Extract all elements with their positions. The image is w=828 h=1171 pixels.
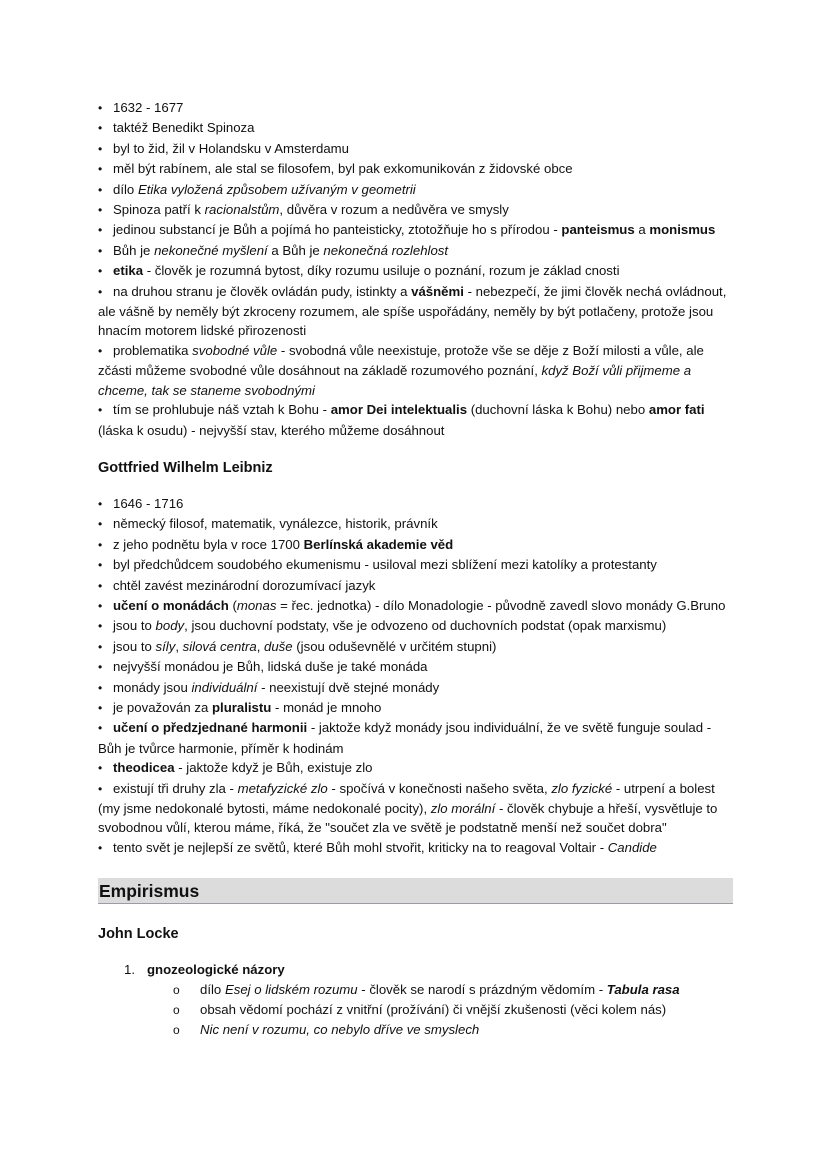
text-run: amor Dei intelektualis — [330, 402, 468, 418]
bullet-icon: • — [98, 517, 103, 532]
spinoza-list-item — [98, 241, 733, 261]
text-run: byl předchůdcem soudobého ekumenismu - usiloval mezi sblížení mezi katolíky a protestanty — [113, 557, 657, 573]
list-number: 1. — [124, 962, 135, 978]
text-run: jsou to — [113, 618, 156, 634]
text-run: učení o monádách — [113, 597, 229, 613]
text-run: - člověk chybuje a hřeší, vysvětluje to svobodnou vůlí, kterou máme, říká, že "součet zla ve světě je podstatně menší než součet dobra" — [98, 801, 718, 836]
text-run: monismus — [649, 222, 716, 238]
bullet-icon: • — [98, 680, 103, 695]
bullet-icon: • — [98, 558, 103, 573]
bullet-icon: • — [98, 700, 103, 715]
bullet-icon: • — [98, 243, 103, 258]
spinoza-list-item — [98, 261, 733, 281]
spinoza-list-item — [98, 341, 733, 400]
text-run: chtěl zavést mezinárodní dorozumívací jazyk — [113, 577, 376, 593]
text-run: etika — [113, 263, 144, 279]
leibniz-list-item — [98, 657, 733, 677]
leibniz-list-item — [98, 596, 733, 616]
text-run: - neexistují dvě stejné monády — [257, 679, 440, 695]
leibniz-list-item — [98, 779, 733, 838]
text-run: - spočívá v konečnosti našeho světa, — [327, 780, 552, 796]
text-run: silová centra — [182, 638, 257, 654]
leibniz-bullet-list — [98, 494, 733, 858]
text-run: theodicea — [113, 760, 175, 776]
leibniz-heading: Gottfried Wilhelm Leibniz — [98, 459, 273, 476]
bullet-icon: • — [98, 578, 103, 593]
text-run: - monád je mnoho — [271, 699, 382, 715]
locke-numbered-list — [98, 960, 733, 1041]
text-run: z jeho podnětu byla v roce 1700 — [113, 536, 304, 552]
bullet-icon: • — [98, 182, 103, 197]
text-run: jedinou substancí je Bůh a pojímá ho panteisticky, ztotožňuje ho s přírodou - — [113, 222, 562, 238]
leibniz-list-item — [98, 616, 733, 636]
text-run: problematika — [113, 342, 193, 358]
text-run: na druhou stranu je člověk ovládán pudy, istinkty a — [113, 283, 412, 299]
sub-list-item — [173, 1020, 733, 1040]
text-run: (duchovní láska k Bohu) nebo — [467, 402, 649, 418]
spinoza-list-item — [98, 400, 733, 440]
section-heading-empirismus: Empirismus — [98, 878, 733, 904]
text-run: Etika vyložená způsobem užívaným v geometrii — [137, 181, 416, 197]
text-run: , — [175, 638, 183, 654]
bullet-icon: • — [98, 721, 103, 736]
leibniz-list-item — [98, 494, 733, 514]
text-run: tento svět je nejlepší ze světů, které Bůh mohl stvořit, kriticky na to reagoval Voltair - — [113, 839, 608, 855]
text-run: a Bůh je — [267, 242, 324, 258]
text-run: Tabula rasa — [606, 981, 680, 997]
text-run: = řec. jednotka) - dílo Monadologie - původně zavedl slovo monády G.Bruno — [276, 597, 726, 613]
bullet-icon: • — [98, 537, 103, 552]
leibniz-list-item — [98, 637, 733, 657]
leibniz-list-item — [98, 838, 733, 858]
bullet-icon: • — [98, 761, 103, 776]
leibniz-list-item — [98, 718, 733, 758]
spinoza-list-item — [98, 139, 733, 159]
text-run: - člověk je rozumná bytost, díky rozumu usiluje o poznání, rozum je základ cnosti — [143, 263, 620, 279]
text-run: nekonečné myšlení — [154, 242, 268, 258]
text-run: obsah vědomí pochází z vnitřní (prožívání) či vnější zkušenosti (věci kolem nás) — [200, 1002, 667, 1018]
text-run: německý filosof, matematik, vynálezce, historik, právník — [113, 516, 438, 532]
text-run: panteismus — [561, 222, 635, 238]
text-run: 1646 - 1716 — [113, 495, 184, 511]
text-run: metafyzické zlo — [237, 780, 328, 796]
text-run: duše — [264, 638, 293, 654]
circle-bullet-icon: o — [173, 1023, 180, 1038]
bullet-icon: • — [98, 639, 103, 654]
bullet-icon: • — [98, 403, 103, 418]
text-run: - utrpení a bolest (my jsme nedokonalé bytosti, máme nedokonalé pocity), — [98, 780, 715, 816]
bullet-icon: • — [98, 141, 103, 156]
text-run: 1632 - 1677 — [113, 100, 184, 115]
bullet-icon: • — [98, 223, 103, 238]
spinoza-list-item — [98, 98, 733, 118]
locke-heading: John Locke — [98, 926, 179, 943]
bullet-icon: • — [98, 162, 103, 177]
text-run: monas — [236, 597, 277, 613]
leibniz-list-item — [98, 535, 733, 555]
text-run: zlo morální — [430, 801, 496, 816]
text-run: zlo fyzické — [551, 780, 613, 796]
text-run: dílo — [113, 181, 138, 197]
text-run: síly — [155, 638, 176, 654]
spinoza-list-item — [98, 118, 733, 138]
text-run: racionalstům — [204, 202, 280, 218]
leibniz-list-item — [98, 514, 733, 534]
bullet-icon: • — [98, 598, 103, 613]
text-run: učení o předzjednané harmonii — [113, 720, 308, 736]
text-run: (láska k osudu) - nejvyšší stav, kterého můžeme dosáhnout — [98, 422, 445, 438]
leibniz-list-item — [98, 698, 733, 718]
text-run: existují tři druhy zla - — [113, 780, 238, 796]
text-run: Esej o lidském rozumu — [224, 981, 358, 997]
leibniz-list-item — [98, 758, 733, 778]
text-run: tím se prohlubuje náš vztah k Bohu - — [113, 402, 331, 418]
leibniz-list-item — [98, 576, 733, 596]
circle-bullet-icon: o — [173, 982, 180, 997]
text-run: nejvyšší monádou je Bůh, lidská duše je také monáda — [113, 659, 428, 675]
text-run: body — [155, 618, 185, 634]
text-run: pluralistu — [211, 699, 272, 715]
text-run: individuální — [191, 679, 258, 695]
bullet-icon: • — [98, 264, 103, 279]
text-run: Berlínská akademie věd — [303, 536, 454, 552]
text-run: dílo — [200, 981, 225, 997]
text-run: je považován za — [113, 699, 212, 715]
spinoza-list-item — [98, 220, 733, 240]
text-run: a — [634, 222, 650, 238]
bullet-icon: • — [98, 343, 103, 358]
bullet-icon: • — [98, 121, 103, 136]
text-run: Bůh je — [113, 242, 155, 258]
text-run: (jsou oduševnělé v určitém stupni) — [292, 638, 497, 654]
sub-list-item — [173, 980, 733, 1000]
spinoza-list-item — [98, 159, 733, 179]
leibniz-list-item — [98, 678, 733, 698]
spinoza-list-item — [98, 180, 733, 200]
circle-bullet-icon: o — [173, 1003, 180, 1018]
text-run: - nebezpečí, že jimi člověk nechá ovládnout, ale vášně by neměly být zkroceny rozumem, ale spíše uspořádány, neměly by být potlačeny, protože jsou hnacím motorem lidské přirozenosti — [98, 283, 727, 339]
text-run: nekonečná rozlehlost — [323, 242, 449, 258]
bullet-icon: • — [98, 496, 103, 511]
text-run: byl to žid, žil v Holandsku v Amsterdamu — [113, 140, 350, 156]
sub-list-item — [173, 1000, 733, 1020]
text-run: taktéž Benedikt Spinoza — [113, 120, 255, 136]
text-run: , — [256, 638, 265, 654]
document-page — [98, 98, 733, 1041]
spinoza-bullet-list — [98, 98, 733, 440]
text-run: monády jsou — [113, 679, 192, 695]
text-run: , jsou duchovní podstaty, vše je odvozeno od duchovních podstat (opak marxismu) — [184, 618, 667, 634]
text-run: jsou to — [113, 638, 156, 654]
text-run: - člověk se narodí s prázdným vědomím - — [357, 981, 607, 997]
text-run: Candide — [607, 839, 657, 855]
bullet-icon: • — [98, 203, 103, 218]
leibniz-list-item — [98, 555, 733, 575]
text-run: Nic není v rozumu, co nebylo dříve ve smyslech — [200, 1022, 480, 1038]
text-run: Spinoza patří k — [113, 202, 205, 218]
text-run: měl být rabínem, ale stal se filosofem, byl pak exkomunikován z židovské obce — [113, 161, 573, 177]
text-run: amor fati — [648, 402, 705, 418]
numbered-list-item — [124, 960, 733, 979]
spinoza-list-item — [98, 282, 733, 341]
text-run: svobodné vůle — [192, 342, 278, 358]
bullet-icon: • — [98, 284, 103, 299]
spinoza-list-item — [98, 200, 733, 220]
text-run: - svobodná vůle neexistuje, protože vše se děje z Boží milosti a vůle, ale zčásti můžeme svobodné vůle dosáhnout na základě rozumového poznání, — [98, 342, 704, 379]
bullet-icon: • — [98, 619, 103, 634]
text-run: vášněmi — [411, 283, 464, 299]
list-item-label: gnozeologické názory — [147, 962, 285, 978]
text-run: když Boží vůli přijmeme a chceme, tak se staneme svobodnými — [98, 363, 692, 398]
text-run: ( — [228, 597, 237, 613]
bullet-icon: • — [98, 781, 103, 796]
text-run: , důvěra v rozum a nedůvěra ve smysly — [279, 202, 509, 218]
text-run: - jaktože když monády jsou individuální, že ve světě funguje soulad - Bůh je tvůrce harmonie, příměr k hodinám — [98, 720, 712, 756]
bullet-icon: • — [98, 840, 103, 855]
bullet-icon: • — [98, 660, 103, 675]
bullet-icon: • — [98, 101, 103, 115]
text-run: - jaktože když je Bůh, existuje zlo — [174, 760, 373, 776]
